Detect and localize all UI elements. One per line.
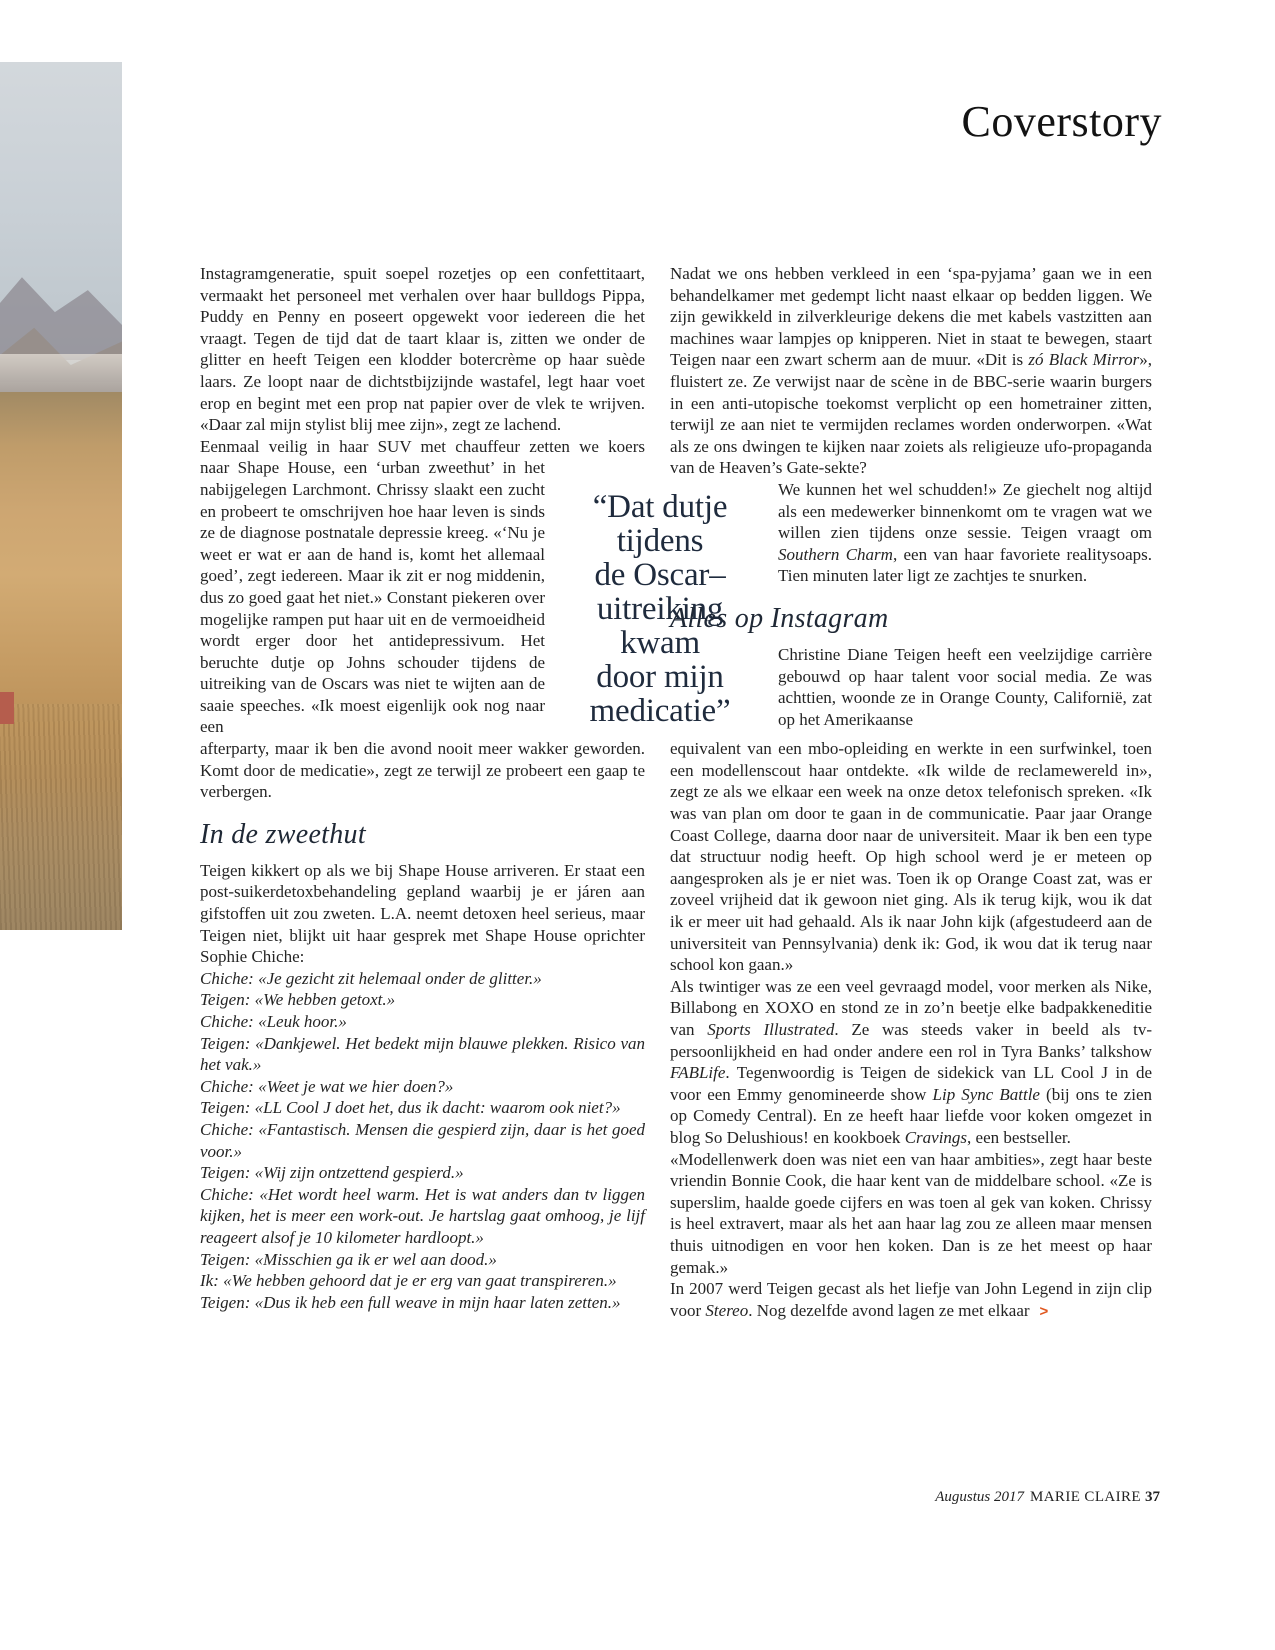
text-segment: », fluistert ze. Ze verwijst naar de scène in de BBC-serie waarin burgers in een anti-utopische toekomst verplicht op een hometrainer zitten, terwijl ze aan niet te vermijden reclames worden onderworpen. «Wat als ze ons dwingen te kijken naar zoiets als religieuze ufo-propaganda van de Heaven’s Gate-sekte? [670,350,1152,478]
pull-quote-line: de Oscar– [594,557,726,593]
article-paragraph: Instagramgeneratie, spuit soepel rozetjes op een confettitaart, vermaakt het personeel met verhalen over haar bulldogs Pippa, Puddy en Penny en poseert opgewekt voor iedereen die het vraagt. Tegen de tijd dat de taart klaar is, zitten we onder de glitter en heeft Teigen een klodder botercrème op haar suède laars. Ze loopt naar de dichtstbijzijnde wastafel, legt haar voet erop en begint met een prop nat papier over de vlek te wrijven. «Daar zal mijn stylist blij mee zijn», zegt ze lachend. [200,264,645,435]
continue-arrow-icon: > [1039,1302,1049,1320]
text-segment: We kunnen het wel schudden!» Ze giechelt nog altijd als een medewerker binnenkomt om te vragen wat we willen zien tijdens onze sessie. Teigen vraagt om [778,479,1152,543]
article-paragraph [670,976,1152,1149]
text-segment: . Ze was steeds vaker in beeld als tv-persoonlijkheid en had onder andere een rol in Tyra Banks’ talkshow [670,1020,1152,1061]
text-segment: In 2007 werd Teigen gecast als het liefje van John Legend in zijn clip voor [670,1279,1152,1320]
dialogue-line: Ik: «We hebben gehoord dat je er erg van gaat transpireren.» [200,1271,617,1291]
left-column [200,263,645,1313]
text-segment: , een bestseller. [967,1127,1071,1147]
dialogue-line: Teigen: «Wij zijn ontzettend gespierd.» [200,1163,464,1183]
article-paragraph-wrapped: naar Shape House, een ‘urban zweethut’ in het nabijgelegen Larchmont. Chrissy slaakt een zucht en probeert te omschrijven hoe haar leven is sinds ze de diagnose postnatale depressie kreeg. «‘Nu je weet er wat er aan de hand is, komt het allemaal goed’, zegt iedereen. Maar ik zit er nog middenin, dus zo goed gaat het niet.» Constant piekeren over mogelijke rampen put haar uit en de vermoeidheid wordt erger door het antidepressivum. Het beruchte dutje op Johns schouder tijdens de uitreiking van de Oscars was niet te wijten aan de saaie speeches. «Ik moest eigenlijk ook nog naar een [200,458,545,737]
pull-quote-line: kwam [620,625,700,661]
photo-red-sign [0,692,14,724]
italic-title: FABLife [670,1063,726,1083]
article-paragraph [670,263,1152,479]
dialogue-line: Teigen: «Dankjewel. Het bedekt mijn blauwe plekken. Risico van het vak.» [200,1033,645,1075]
italic-title: Cravings [904,1127,968,1147]
pull-quote-line: medicatie” [589,693,731,729]
text-segment: (bij ons te zien op Comedy Central). En ze heeft haar liefde voor koken omgezet in blog So Delushious! en kookboek [670,1084,1152,1147]
italic-title: zó Black Mirror [1028,350,1140,370]
dialogue-line: Teigen: «Misschien ga ik er wel aan dood.» [200,1249,497,1269]
article-paragraph: Eenmaal veilig in haar SUV met chauffeur zetten we koers [200,436,645,456]
dialogue-line: Chiche: «Je gezicht zit helemaal onder de glitter.» [200,968,542,988]
article-paragraph-wrapped [778,479,1152,587]
text-segment: Als twintiger was ze een veel gevraagd model, voor merken als Nike, Billabong en XOXO en stond ze in zo’n beetje elke badpakkeneditie van [670,976,1152,1039]
pull-quote-line: door mijn [596,659,724,695]
text-segment: , een van haar favoriete realitysoaps. Tien minuten later ligt ze zachtjes te snurken. [778,544,1152,586]
text-segment: . Nog dezelfde avond lagen ze met elkaar [748,1300,1030,1320]
footer-magazine-name: MARIE CLAIRE [1029,1489,1141,1505]
text-segment: Nadat we ons hebben verkleed in een ‘spa-pyjama’ gaan we in een behandelkamer met gedempt licht naast elkaar op bedden liggen. We zijn gewikkeld in zilverkleurige dekens die met kabels vastzitten aan machines waar lampjes op knipperen. Niet in staat te bewegen, staart Teigen naar een zwart scherm aan de muur. «Dit is [670,264,1152,370]
article-paragraph: afterparty, maar ik ben die avond nooit meer wakker geworden. Komt door de medicatie», zegt ze terwijl ze probeert een gaap te verbergen. [200,739,645,802]
article-paragraph [670,1278,1152,1322]
footer-issue-date: Augustus 2017 [935,1489,1024,1505]
pull-quote-line: tijdens [616,523,704,559]
dialogue-line: Chiche: «Weet je wat we hier doen?» [200,1076,454,1096]
page-title: Coverstory [961,97,1162,146]
page-footer [935,1489,1160,1506]
dialogue-line: Chiche: «Het wordt heel warm. Het is wat anders dan tv liggen kijken, het is meer een work-out. Je hartslag gaat omhoog, je lijf reageert alsof je 10 kilometer hardloopt.» [200,1184,645,1247]
right-column [670,263,1152,1322]
pull-quote-line: “Dat dutje [592,489,728,525]
article-paragraph: «Modellenwerk doen was niet een van haar ambities», zegt haar beste vriendin Bonnie Cook, die haar kent van de middelbare school. «Ze is superslim, haalde goede cijfers en was toen al gek van koken. Chrissy is heel extravert, maar als het aan haar lag zou ze alleen maar mensen thuis uitnodigen en voor hen koken. Dan is ze het meest op haar gemak.» [670,1149,1152,1277]
dialogue-line: Teigen: «LL Cool J doet het, dus ik dacht: waarom ook niet?» [200,1098,621,1118]
dialogue-line: Teigen: «We hebben getoxt.» [200,990,396,1010]
dialogue-line: Chiche: «Leuk hoor.» [200,1012,347,1031]
interview-dialogue [200,968,645,1314]
footer-page-number: 37 [1145,1489,1160,1505]
section-heading-zweethut: In de zweethut [200,818,366,850]
dialogue-line: Teigen: «Dus ik heb een full weave in mijn haar laten zetten.» [200,1292,621,1312]
italic-title: Sports Illustrated [707,1020,835,1039]
article-paragraph: Teigen kikkert op als we bij Shape House arriveren. Er staat een post-suikerdetoxbehandeling gepland waarbij je er járen aan gifstoffen uit zou zweten. L.A. neemt detoxen heel serieus, maar Teigen niet, blijkt uit haar gesprek met Shape House oprichter Sophie Chiche: [200,860,645,967]
text-segment: . Tegenwoordig is Teigen de sidekick van LL Cool J in de voor een Emmy genomineerde show [670,1063,1152,1104]
italic-title: Southern Charm [778,544,893,564]
dialogue-line: Chiche: «Fantastisch. Mensen die gespierd zijn, daar is het goed voor.» [200,1119,645,1161]
photo-grass-texture [0,704,122,930]
italic-title: Stereo [705,1300,749,1320]
left-photo [0,62,122,930]
article-paragraph-wrapped: Christine Diane Teigen heeft een veelzijdige carrière gebouwd op haar talent voor social media. Ze was achttien, woonde ze in Orange County, Californië, zat op het Amerikaanse [778,644,1152,729]
pull-quote-line: uitreiking [596,591,724,627]
italic-title: Lip Sync Battle [932,1084,1040,1104]
article-paragraph: equivalent van een mbo-opleiding en werkte in een surfwinkel, toen een modellenscout haar ontdekte. «Ik wilde de reclamewereld in», zegt ze als we elkaar een week na onze detox telefonisch spreken. «Ik was van plan om door te gaan in de communicatie. Paar jaar Orange Coast College, daarna door naar de universiteit. Maar ik ben een type dat structuur nodig heeft. Op high school werd je er meteen op aangesproken als je er niet was. Toen ik op Orange Coast zat, was er zoveel vrijheid dat ik gewoon niet ging. Als ik terug kijk, wou ik dat ik er meer uit had gehaald. Als ik naar John kijk (afgestudeerd aan de universiteit van Pennsylvania) denk ik: God, ik wou dat ik terug naar school kon gaan.» [670,739,1152,975]
section-heading-instagram: Alles op Instagram [670,602,889,634]
